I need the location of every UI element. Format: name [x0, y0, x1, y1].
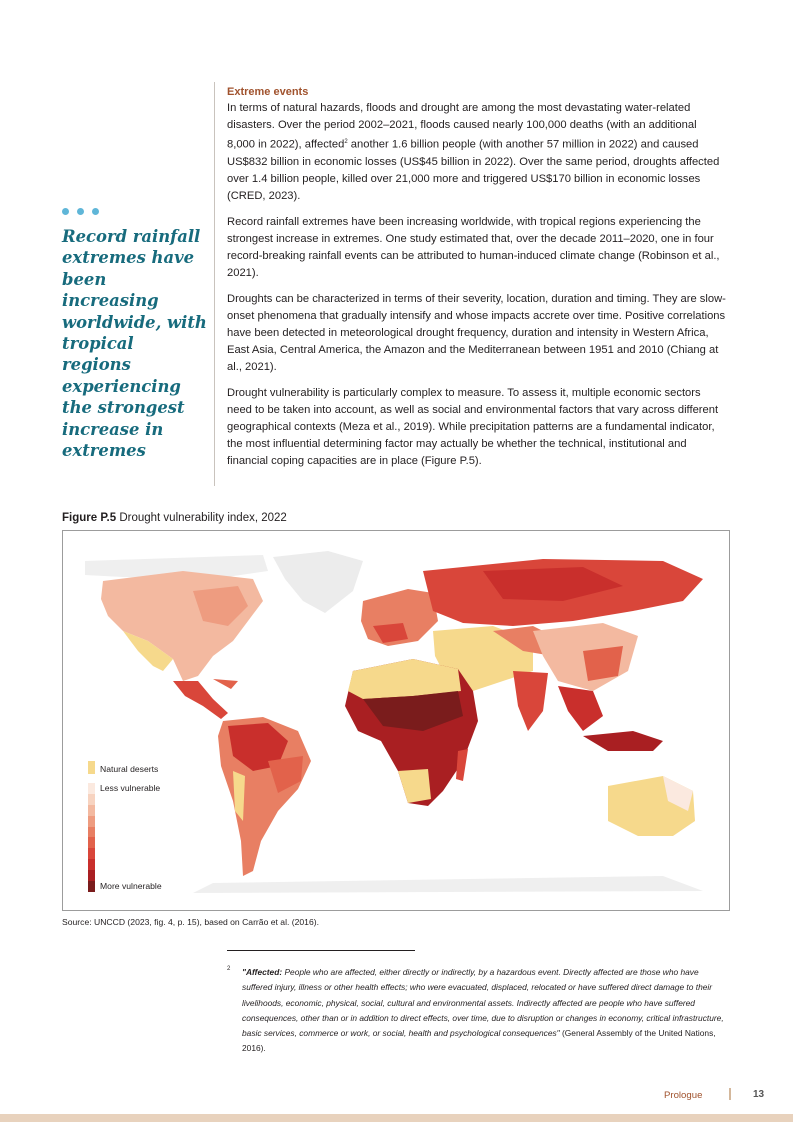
pull-quote: Record rainfall extremes have been increasing worldwide, with tropical regions experiencing the strongest increase in extremes — [62, 227, 207, 461]
paragraph-1: In terms of natural hazards, floods and drought are among the most devastating water-related disasters. Over the period 2002–2021, floods caused nearly 100,000 deaths (with an additional 8,000 in 2022), affected$^2$ another 1.6 billion people (with another 57 million in 2022) and caused US$832 billion in economic losses (US$45 billion in 2022). Over the same period, droughts affected over 1.4 billion people, killed over 21,000 more and triggered US$170 billion in economic losses (CRED, 2023). — [227, 102, 720, 202]
paragraph-2: Record rainfall extremes have been increasing worldwide, with tropical regions experiencing the strongest increase in extremes. One study estimated that, over the decade 2011–2020, one in four record-breaking rainfall events can be attributed to human-induced climate change (Robinson et al., 2021). — [227, 215, 720, 279]
footnote-text: "Affected: People who are affected, either directly or indirectly, by a hazardous event. Directly affected are those who have suffered injury, illness or other health effects; who were evacuated, displaced, relocated or have suffered direct damage to their livelihoods, economic, physical, social, cultural and environmental assets. Indirectly affected are people who have suffered consequences, other than or in addition to direct effects, over time, due to disruption or changes in economy, critical infrastructure, basic services, commerce or work, or social, health and psychological consequences" (General Assembly of the United Nations, 2016). — [242, 967, 724, 1054]
legend-swatch — [88, 827, 95, 838]
section-heading: Extreme events — [227, 86, 309, 98]
legend-swatch — [88, 783, 95, 794]
legend-swatch — [88, 805, 95, 816]
legend-label-more-vulnerable: More vulnerable — [100, 881, 162, 891]
figure-title: Drought vulnerability index, 2022 — [116, 512, 287, 524]
figure-source: Source: UNCCD (2023, fig. 4, p. 15), based on Carrão et al. (2016). — [62, 917, 319, 927]
footnote-number: 2 — [227, 966, 231, 972]
legend-swatch — [88, 881, 95, 892]
legend-color-bar — [88, 761, 95, 892]
pullquote-dots — [62, 208, 99, 215]
legend-swatch — [88, 794, 95, 805]
paragraph-4: Drought vulnerability is particularly complex to measure. To assess it, multiple economic sectors need to be taken into account, as well as social and environmental factors that vary across different geographical contexts (Meza et al., 2019). While precipitation patterns are a fundamental indicator, the most influential determining factor may actually be whether the technical, institutional and financial coping capacities are in place (Figure P.5). — [227, 386, 719, 467]
legend-label-natural-deserts: Natural deserts — [100, 764, 159, 774]
footnote-ref[interactable]: 2 — [344, 139, 348, 145]
footer-section-name: Prologue — [664, 1090, 703, 1101]
world-map — [63, 531, 729, 910]
legend-swatch-desert — [88, 761, 95, 774]
paragraph-3: Droughts can be characterized in terms of their severity, location, duration and timing. They are slow-onset phenomena that gradually intensify and whose impacts accrete over time. Positive correlations have been detected in meteorological drought frequency, duration and intensity in Western Africa, East Asia, Central America, the Amazon and the Mediterranean between 1951 and 2010 (Chiang at al., 2021). — [227, 292, 726, 373]
page-number: 13 — [753, 1089, 765, 1100]
dot-icon — [92, 208, 99, 215]
drought-map-figure — [62, 530, 730, 911]
main-text — [227, 84, 727, 479]
footnote-divider — [227, 950, 415, 951]
legend-swatch — [88, 816, 95, 827]
legend-swatch — [88, 870, 95, 881]
legend-label-less-vulnerable: Less vulnerable — [100, 783, 161, 793]
figure-caption — [62, 512, 287, 524]
legend-swatch — [88, 837, 95, 848]
legend-swatch — [88, 848, 95, 859]
column-rule — [214, 82, 215, 486]
dot-icon — [77, 208, 84, 215]
legend-swatch — [88, 859, 95, 870]
footer-separator — [729, 1088, 731, 1100]
dot-icon — [62, 208, 69, 215]
figure-label: Figure P.5 — [62, 512, 117, 524]
footer-band — [0, 1114, 793, 1122]
